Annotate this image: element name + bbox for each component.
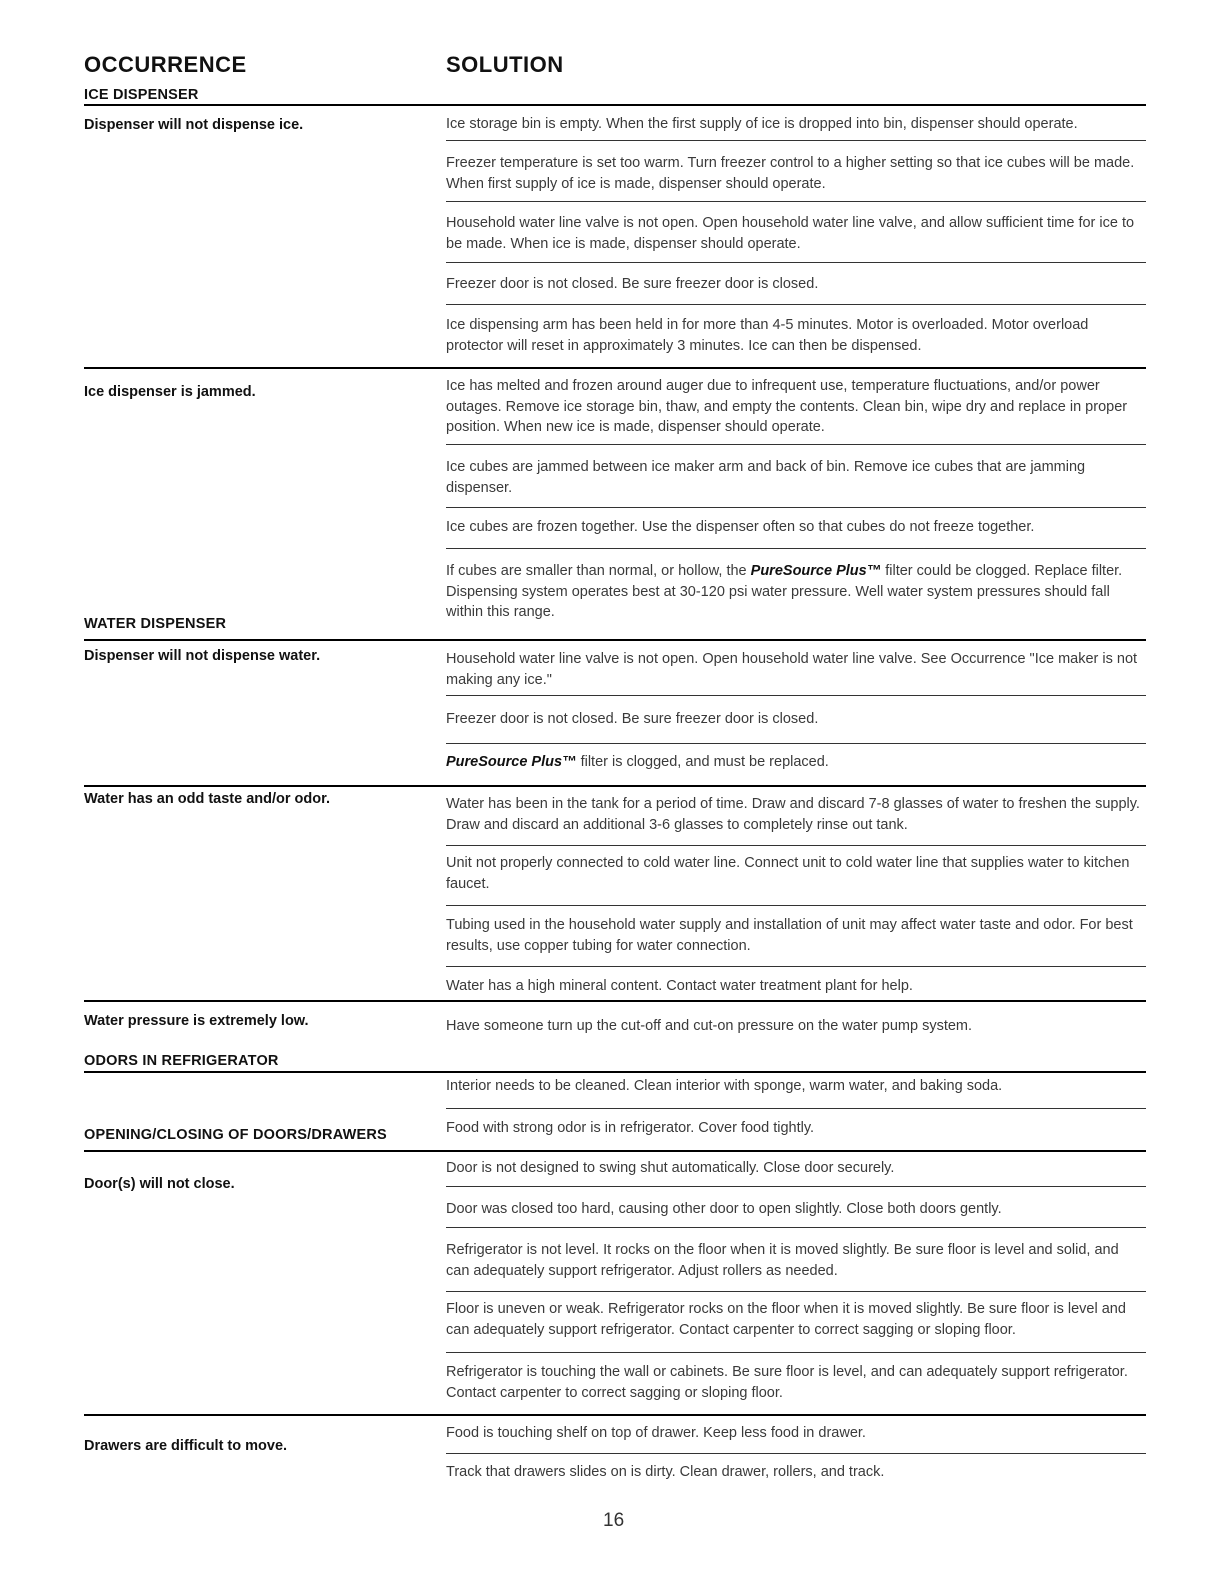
occurrence-item: Water pressure is extremely low. [84,1013,309,1029]
occurrence-item: Door(s) will not close. [84,1176,235,1192]
solution-item: Household water line valve is not open. Open household water line valve, and allow sufficient time for ice to be made. When ice is made, dispenser should operate. [446,215,1135,252]
solution-item: Unit not properly connected to cold water line. Connect unit to cold water line that supplies water to kitchen faucet. [446,855,1130,892]
solution-item: Food is touching shelf on top of drawer. Keep less food in drawer. [446,1425,866,1441]
section-doors-drawers: OPENING/CLOSING OF DOORS/DRAWERS [84,1127,387,1143]
solution-item: Have someone turn up the cut-off and cut-on pressure on the water pump system. [446,1018,973,1034]
row-divider [446,1227,1146,1228]
row-divider [446,905,1146,906]
solution-item: Ice has melted and frozen around auger due to infrequent use, temperature fluctuations, and/or power outages. Remove ice storage bin, thaw, and empty the contents. Clean bin, wipe dry and replace in proper position. When new ice is made, dispenser should operate. [446,378,1128,435]
solution-item [446,752,1146,773]
row-divider [446,548,1146,549]
occurrence-item: Dispenser will not dispense water. [84,648,321,664]
solution-text: If cubes are smaller than normal, or hollow, the [446,563,751,579]
brand-name: PureSource Plus™ [750,563,882,579]
occurrence-divider [84,1000,1146,1002]
solution-item: Freezer temperature is set too warm. Turn freezer control to a higher setting so that ice cubes will be made. When first supply of ice is made, dispenser should operate. [446,155,1135,192]
row-divider [446,1186,1146,1187]
solution-item: Food with strong odor is in refrigerator. Cover food tightly. [446,1120,815,1136]
occurrence-item: Ice dispenser is jammed. [84,384,256,400]
solution-item: Track that drawers slides on is dirty. Clean drawer, rollers, and track. [446,1464,885,1480]
solution-item: Interior needs to be cleaned. Clean interior with sponge, warm water, and baking soda. [446,1078,1003,1094]
solution-item: Door is not designed to swing shut automatically. Close door securely. [446,1160,895,1176]
solution-item: Ice cubes are frozen together. Use the dispenser often so that cubes do not freeze together. [446,519,1035,535]
occurrence-item: Dispenser will not dispense ice. [84,117,304,133]
solution-text: filter is clogged, and must be replaced. [576,754,829,770]
row-divider [446,201,1146,202]
row-divider [446,444,1146,445]
row-divider [446,1352,1146,1353]
solution-item: Freezer door is not closed. Be sure freezer door is closed. [446,276,819,292]
section-divider [84,1150,1146,1152]
row-divider [446,507,1146,508]
section-divider [84,639,1146,641]
solution-item: Door was closed too hard, causing other door to open slightly. Close both doors gently. [446,1201,1002,1217]
solution-item: Household water line valve is not open. Open household water line valve. See Occurrence "Ice maker is not making any ice." [446,651,1138,688]
solution-item: Tubing used in the household water supply and installation of unit may affect water taste and odor. For best results, use copper tubing for water connection. [446,917,1133,954]
section-ice-dispenser: ICE DISPENSER [84,87,199,103]
occurrence-divider [84,785,1146,787]
solution-item: Refrigerator is touching the wall or cabinets. Be sure floor is level, and can adequately support refrigerator. Contact carpenter to correct sagging or sloping floor. [446,1364,1128,1401]
row-divider [446,1108,1146,1109]
row-divider [446,695,1146,696]
row-divider [446,1453,1146,1454]
section-divider [84,1071,1146,1073]
solution-item: Water has been in the tank for a period of time. Draw and discard 7-8 glasses of water to freshen the supply. Draw and discard an additional 3-6 glasses to completely rinse out tank. [446,796,1140,833]
solution-item: Refrigerator is not level. It rocks on the floor when it is moved slightly. Be sure floor is level and solid, and can adequately support refrigerator. Adjust rollers as needed. [446,1242,1119,1279]
row-divider [446,845,1146,846]
row-divider [446,304,1146,305]
row-divider [446,140,1146,141]
section-water-dispenser: WATER DISPENSER [84,616,227,632]
solution-text: filter could be clogged. Replace filter. Dispensing system operates best at 30-120 psi water pressure. Well water system pressures should fall within this range. [446,563,1123,620]
occurrence-divider [84,1414,1146,1416]
row-divider [446,1291,1146,1292]
row-divider [446,743,1146,744]
occurrence-divider [84,367,1146,369]
occurrence-item: Water has an odd taste and/or odor. [84,791,330,807]
row-divider [446,262,1146,263]
section-odors: ODORS IN REFRIGERATOR [84,1053,279,1069]
solution-item [446,561,1146,623]
brand-name: PureSource Plus™ [446,754,577,770]
occurrence-item: Drawers are difficult to move. [84,1438,288,1454]
solution-header: SOLUTION [446,52,564,77]
solution-item: Floor is uneven or weak. Refrigerator rocks on the floor when it is moved slightly. Be sure floor is level and can adequately support refrigerator. Contact carpenter to correct sagging or sloping floor. [446,1301,1126,1338]
occurrence-header: OCCURRENCE [84,52,247,77]
solution-item: Freezer door is not closed. Be sure freezer door is closed. [446,711,819,727]
solution-item: Ice cubes are jammed between ice maker arm and back of bin. Remove ice cubes that are jamming dispenser. [446,459,1086,496]
solution-item: Ice dispensing arm has been held in for more than 4-5 minutes. Motor is overloaded. Motor overload protector will reset in approximately 3 minutes. Ice can then be dispensed. [446,317,1089,354]
solution-item: Ice storage bin is empty. When the first supply of ice is dropped into bin, dispenser should operate. [446,116,1078,132]
row-divider [446,966,1146,967]
page-number: 16 [603,1510,625,1531]
solution-item: Water has a high mineral content. Contact water treatment plant for help. [446,978,913,994]
section-divider [84,104,1146,106]
